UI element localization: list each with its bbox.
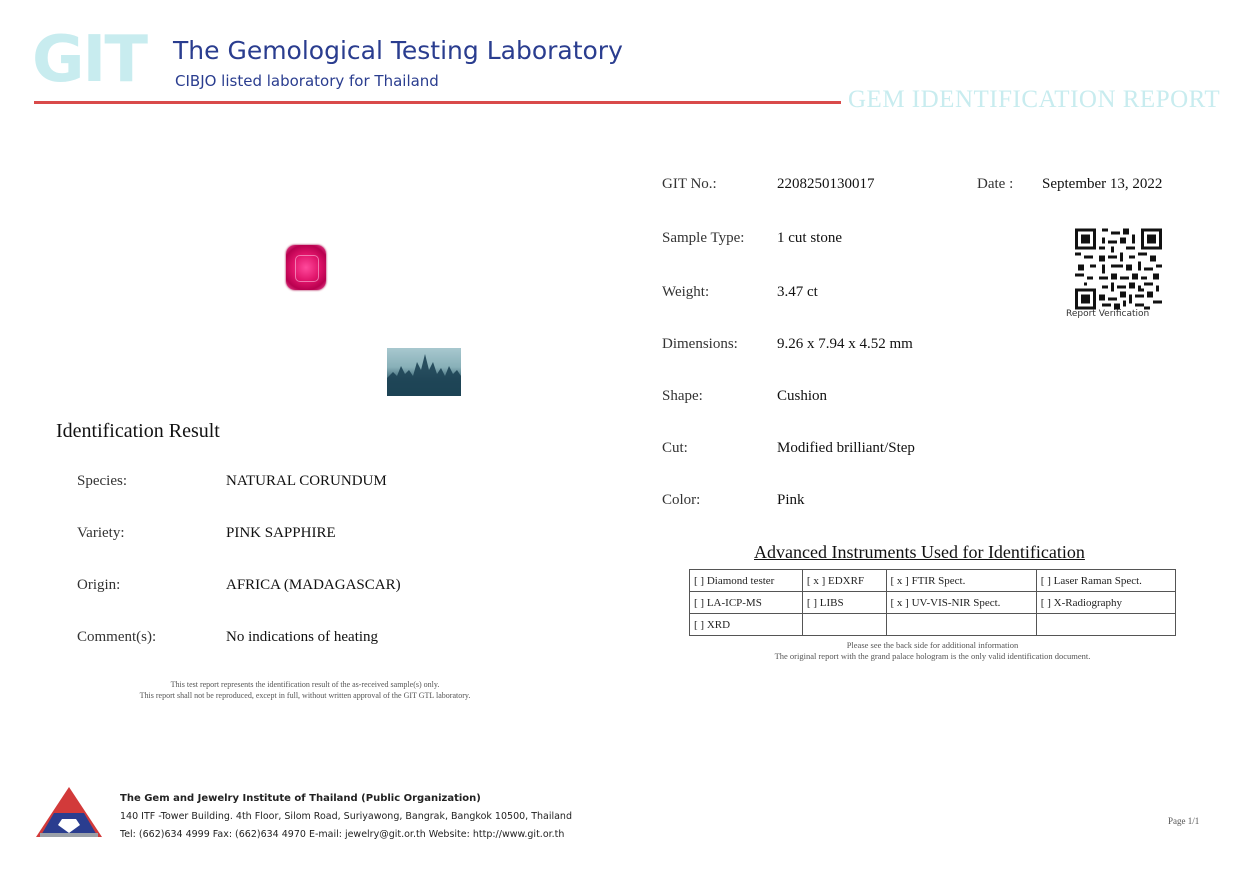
disclaimer-line-1: This test report represents the identification result of the as-received sample(s) only. (170, 680, 440, 689)
qr-code-icon[interactable] (1075, 228, 1162, 310)
date-label: Date : (977, 176, 1014, 192)
shape-label: Shape: (662, 388, 703, 404)
species-label: Species: (77, 473, 127, 489)
cut-label: Cut: (662, 440, 688, 456)
comments-label: Comment(s): (77, 629, 157, 645)
footer-address: 140 ITF -Tower Building. 4th Floor, Silom Road, Suriyawong, Bangrak, Bangkok 10500, Thailand (120, 811, 572, 822)
identification-result-title: Identification Result (56, 420, 220, 442)
weight-value: 3.47 ct (777, 284, 818, 300)
grand-palace-hologram (387, 348, 461, 396)
variety-value: PINK SAPPHIRE (226, 525, 336, 541)
gemstone-facet (295, 255, 319, 282)
table-cell (1036, 614, 1175, 636)
table-row (690, 592, 1176, 614)
table-cell: [ x ] EDXRF (802, 570, 886, 592)
table-cell: [ x ] FTIR Spect. (886, 570, 1036, 592)
qr-caption: Report Verification (1066, 309, 1150, 319)
table-cell: [ x ] UV-VIS-NIR Spect. (886, 592, 1036, 614)
table-cell (802, 614, 886, 636)
sample-type-label: Sample Type: (662, 230, 745, 246)
table-cell: [ ] XRD (690, 614, 803, 636)
table-cell: [ ] Diamond tester (690, 570, 803, 592)
table-row (690, 614, 1176, 636)
table-cell: [ ] Laser Raman Spect. (1036, 570, 1175, 592)
git-no-value: 2208250130017 (777, 176, 875, 192)
weight-label: Weight: (662, 284, 710, 300)
species-value: NATURAL CORUNDUM (226, 473, 387, 489)
git-institute-logo-icon (36, 787, 102, 839)
sample-type-value: 1 cut stone (777, 230, 842, 246)
table-cell: [ ] LA-ICP-MS (690, 592, 803, 614)
footer-organization: The Gem and Jewelry Institute of Thailand (Public Organization) (120, 793, 481, 804)
table-cell: [ ] X-Radiography (1036, 592, 1175, 614)
dimensions-label: Dimensions: (662, 336, 738, 352)
origin-label: Origin: (77, 577, 121, 593)
header-rule (34, 101, 841, 104)
instruments-note-2: The original report with the grand palace hologram is the only valid identification document. (774, 651, 1091, 661)
shape-value: Cushion (777, 388, 828, 404)
gemstone-photo (286, 245, 326, 290)
git-logo: GIT (32, 23, 146, 97)
table-cell (886, 614, 1036, 636)
origin-value: AFRICA (MADAGASCAR) (226, 577, 401, 593)
lab-name: The Gemological Testing Laboratory (173, 36, 623, 65)
instruments-note-1: Please see the back side for additional information (846, 640, 1019, 650)
report-title: GEM IDENTIFICATION REPORT (848, 86, 1221, 113)
palace-silhouette-icon (387, 348, 461, 396)
instruments-table (689, 569, 1176, 636)
variety-label: Variety: (77, 525, 125, 541)
git-no-label: GIT No.: (662, 176, 717, 192)
date-value: September 13, 2022 (1042, 176, 1163, 192)
instruments-title: Advanced Instruments Used for Identification (754, 542, 1085, 562)
footer-contact: Tel: (662)634 4999 Fax: (662)634 4970 E-mail: jewelry@git.or.th Website: http://www.git.or.th (120, 829, 565, 840)
lab-subtitle: CIBJO listed laboratory for Thailand (175, 72, 439, 90)
page-number: Page 1/1 (1168, 816, 1200, 826)
table-cell: [ ] LIBS (802, 592, 886, 614)
table-row (690, 570, 1176, 592)
color-label: Color: (662, 492, 701, 508)
cut-value: Modified brilliant/Step (777, 440, 915, 456)
comments-value: No indications of heating (226, 629, 379, 645)
disclaimer-line-2: This report shall not be reproduced, except in full, without written approval of the GIT GTL laboratory. (139, 691, 471, 700)
dimensions-value: 9.26 x 7.94 x 4.52 mm (777, 336, 913, 352)
color-value: Pink (777, 492, 805, 508)
